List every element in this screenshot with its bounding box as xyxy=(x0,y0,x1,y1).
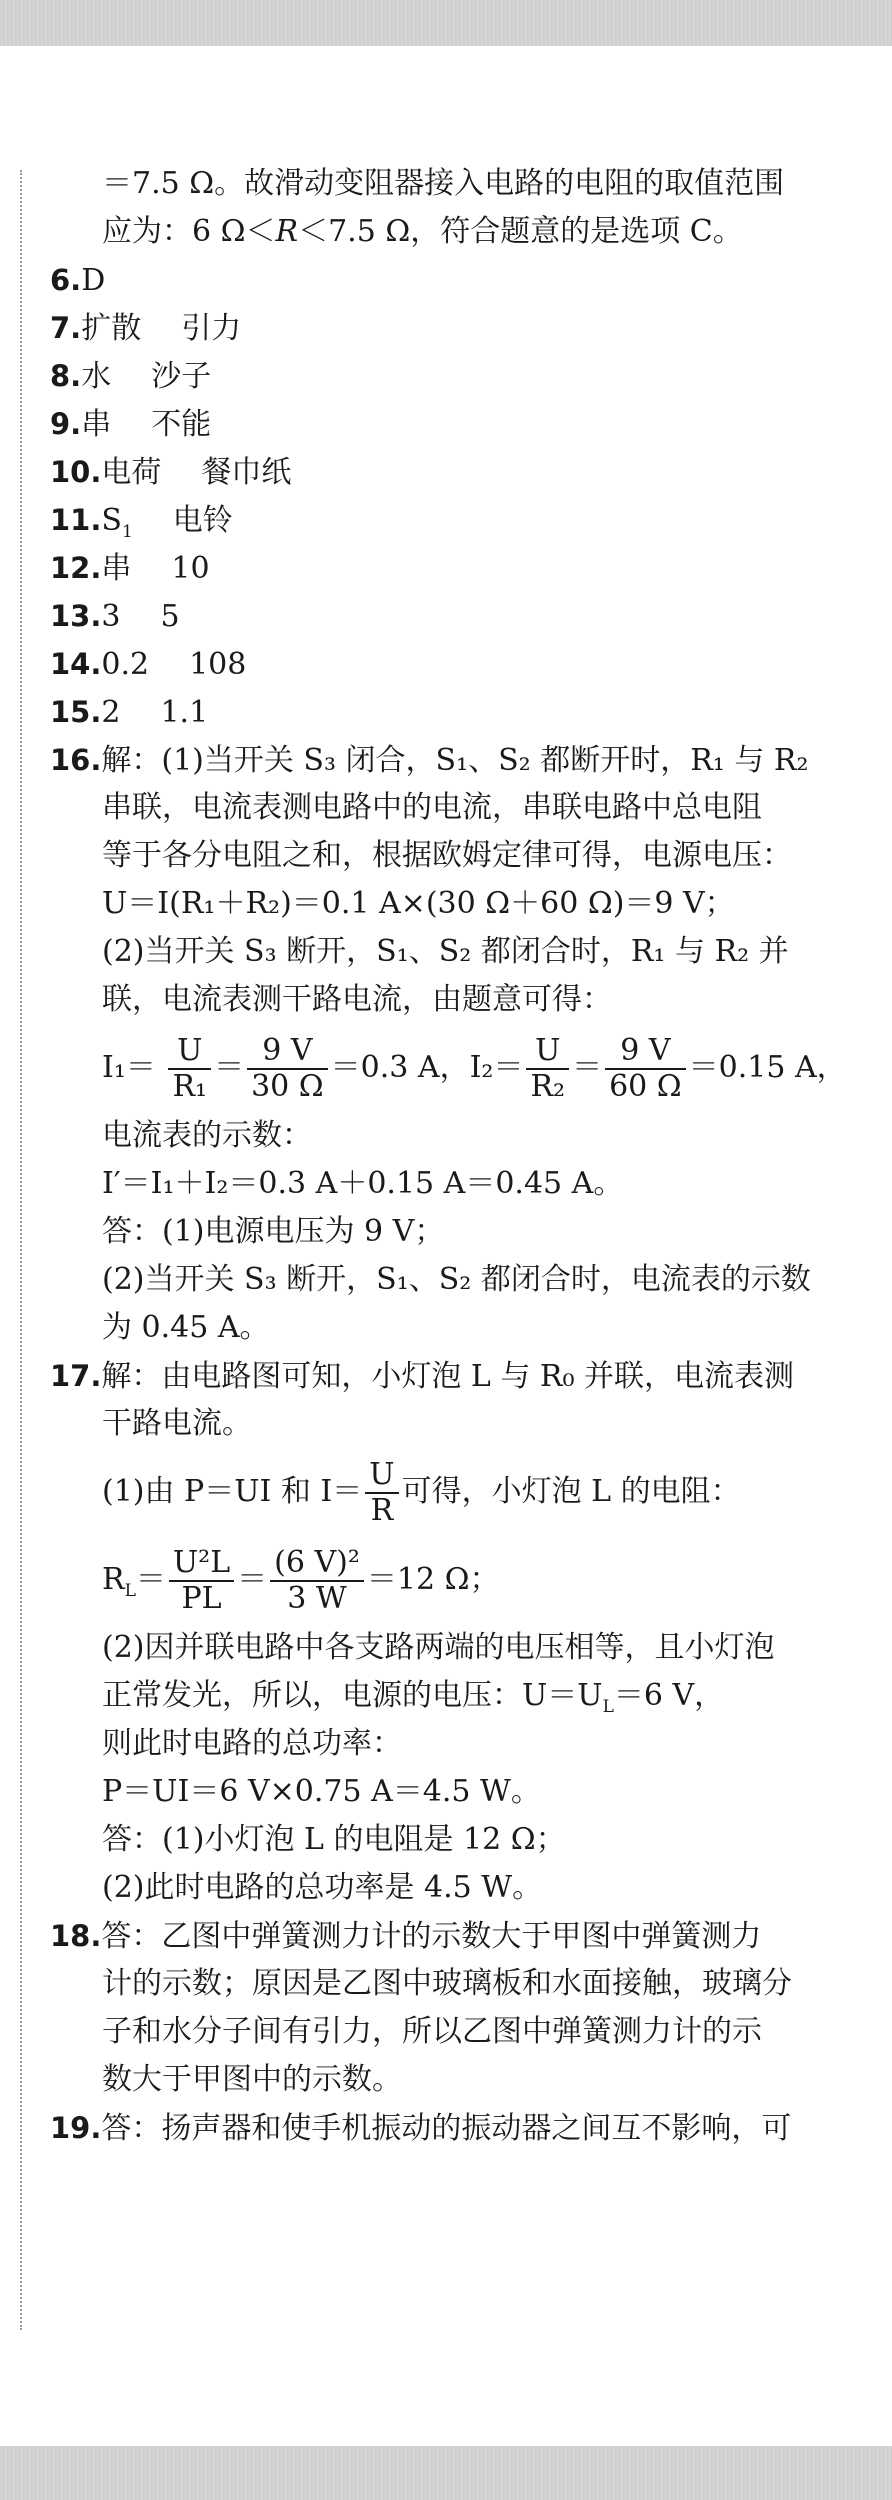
text: 为 0.45 A。 xyxy=(102,1310,270,1345)
text: 子和水分子间有引力，所以乙图中弹簧测力计的示 xyxy=(102,2014,762,2049)
numerator: U xyxy=(365,1458,398,1494)
numerator: U²L xyxy=(169,1546,234,1582)
text: ＝7.5 Ω。故滑动变阻器接入电路的电阻的取值范围 xyxy=(102,166,785,201)
answer: 串 xyxy=(101,551,132,586)
answer: 电铃 xyxy=(172,503,233,538)
numerator: 9 V xyxy=(605,1034,686,1070)
answer-11 xyxy=(50,496,850,544)
answer-17 xyxy=(50,1352,850,1400)
answer-13 xyxy=(50,592,850,640)
denominator: 60 Ω xyxy=(609,1069,682,1104)
question-number: 7. xyxy=(50,311,82,345)
equation xyxy=(50,1024,850,1112)
text-line xyxy=(50,160,850,208)
margin-dotted-line xyxy=(20,170,22,2330)
answer-10 xyxy=(50,448,850,496)
text: 数大于甲图中的示数。 xyxy=(102,2062,402,2097)
text: 计的示数；原因是乙图中玻璃板和水面接触，玻璃分 xyxy=(102,1966,792,2001)
text-line xyxy=(50,2056,850,2104)
bottom-scan-border xyxy=(0,2446,892,2500)
answer-15 xyxy=(50,688,850,736)
text: ＝ xyxy=(237,1562,268,1597)
text: ＝0.15 A， xyxy=(688,1050,847,1085)
fraction xyxy=(168,1034,211,1104)
subscript: 1 xyxy=(121,522,133,542)
symbol: R xyxy=(275,214,299,249)
question-number: 18. xyxy=(50,1919,102,1953)
question-number: 17. xyxy=(50,1359,102,1393)
text-line xyxy=(50,976,850,1024)
text-line xyxy=(50,832,850,880)
answer: 5 xyxy=(160,599,180,634)
answer: 108 xyxy=(189,647,247,682)
text-line xyxy=(50,1816,850,1864)
answer: 餐巾纸 xyxy=(201,455,292,490)
answer-14 xyxy=(50,640,850,688)
subscript: L xyxy=(124,1581,136,1601)
question-number: 6. xyxy=(50,263,82,297)
question-number: 11. xyxy=(50,503,102,537)
text: 串联，电流表测电路中的电流，串联电路中总电阻 xyxy=(102,790,762,825)
text-line xyxy=(50,2008,850,2056)
text: (2)当开关 S₃ 断开，S₁、S₂ 都闭合时，R₁ 与 R₂ 并 xyxy=(102,934,789,969)
text: ＝ xyxy=(214,1050,245,1085)
answer: 扩散 xyxy=(81,311,142,346)
denominator: R xyxy=(370,1493,394,1528)
answer-16 xyxy=(50,736,850,784)
answer: 2 xyxy=(101,695,121,730)
answer-content xyxy=(50,160,850,2152)
text: 答：(1)电源电压为 9 V； xyxy=(102,1214,445,1249)
text: (1)由 P＝UI 和 I＝ xyxy=(102,1474,363,1509)
text: 解：(1)当开关 S₃ 闭合，S₁、S₂ 都断开时，R₁ 与 R₂ xyxy=(101,743,809,778)
answer: 沙子 xyxy=(151,359,212,394)
text: 正常发光，所以，电源的电压：U＝U xyxy=(102,1678,603,1713)
text-line xyxy=(50,1720,850,1768)
text-line xyxy=(50,784,850,832)
answer-8 xyxy=(50,352,850,400)
text: (2)因并联电路中各支路两端的电压相等，且小灯泡 xyxy=(102,1630,775,1665)
denominator: PL xyxy=(181,1581,222,1616)
denominator: R₂ xyxy=(530,1069,566,1104)
text: (2)当开关 S₃ 断开，S₁、S₂ 都闭合时，电流表的示数 xyxy=(102,1262,811,1297)
question-number: 9. xyxy=(50,407,82,441)
equation xyxy=(50,1448,850,1536)
text: ＜7.5 Ω，符合题意的是选项 C。 xyxy=(298,214,743,249)
text: ＝ xyxy=(572,1050,603,1085)
question-number: 13. xyxy=(50,599,102,633)
denominator: 3 W xyxy=(287,1581,347,1616)
answer: 0.2 xyxy=(101,647,150,682)
text-line xyxy=(50,1624,850,1672)
text: 应为：6 Ω＜ xyxy=(102,214,276,249)
fraction xyxy=(526,1034,569,1104)
text: P＝UI＝6 V×0.75 A＝4.5 W。 xyxy=(102,1774,541,1809)
text-line xyxy=(50,1304,850,1352)
text: I₁＝ xyxy=(102,1050,156,1085)
answer: 电荷 xyxy=(101,455,162,490)
equation xyxy=(50,880,850,928)
answer-12 xyxy=(50,544,850,592)
answer: 3 xyxy=(101,599,121,634)
text: (2)此时电路的总功率是 4.5 W。 xyxy=(102,1870,543,1905)
fraction xyxy=(365,1458,398,1528)
numerator: U xyxy=(526,1034,569,1070)
answer: S xyxy=(101,503,122,538)
text: 电流表的示数： xyxy=(102,1118,312,1153)
text-line xyxy=(50,1256,850,1304)
text: 可得，小灯泡 L 的电阻： xyxy=(401,1474,741,1509)
text-line xyxy=(50,1112,850,1160)
fraction xyxy=(247,1034,328,1104)
text: ＝12 Ω； xyxy=(366,1562,500,1597)
text: 联，电流表测干路电流，由题意可得： xyxy=(102,982,612,1017)
text-line xyxy=(50,928,850,976)
answer: 水 xyxy=(81,359,112,394)
text: 解：由电路图可知，小灯泡 L 与 R₀ 并联，电流表测 xyxy=(101,1359,795,1394)
text: 则此时电路的总功率： xyxy=(102,1726,402,1761)
subscript: L xyxy=(602,1697,614,1717)
text-line xyxy=(50,208,850,256)
numerator: 9 V xyxy=(247,1034,328,1070)
text: U＝I(R₁＋R₂)＝0.1 A×(30 Ω＋60 Ω)＝9 V； xyxy=(102,886,735,921)
text-line xyxy=(50,1208,850,1256)
answer: 不能 xyxy=(151,407,212,442)
question-number: 14. xyxy=(50,647,102,681)
answer: 引力 xyxy=(181,311,242,346)
fraction xyxy=(270,1546,364,1616)
answer: D xyxy=(81,263,106,298)
text: R xyxy=(102,1562,125,1597)
equation xyxy=(50,1536,850,1624)
question-number: 8. xyxy=(50,359,82,393)
question-number: 15. xyxy=(50,695,102,729)
text: ＝0.3 A，I₂＝ xyxy=(330,1050,524,1085)
equation xyxy=(50,1160,850,1208)
numerator: (6 V)² xyxy=(270,1546,364,1582)
question-number: 10. xyxy=(50,455,102,489)
text-line xyxy=(50,1960,850,2008)
answer-7 xyxy=(50,304,850,352)
equation xyxy=(50,1768,850,1816)
text-line xyxy=(50,1672,850,1720)
answer: 1.1 xyxy=(160,695,209,730)
text: ＝ xyxy=(135,1562,166,1597)
text: I′＝I₁＋I₂＝0.3 A＋0.15 A＝0.45 A。 xyxy=(102,1166,624,1201)
text-line xyxy=(50,1400,850,1448)
question-number: 19. xyxy=(50,2111,102,2145)
fraction xyxy=(169,1546,234,1616)
answer-6 xyxy=(50,256,850,304)
question-number: 12. xyxy=(50,551,102,585)
fraction xyxy=(605,1034,686,1104)
answer: 串 xyxy=(81,407,112,442)
answer-9 xyxy=(50,400,850,448)
question-number: 16. xyxy=(50,743,102,777)
text: ＝6 V， xyxy=(613,1678,725,1713)
text: 干路电流。 xyxy=(102,1406,252,1441)
text: 等于各分电阻之和，根据欧姆定律可得，电源电压： xyxy=(102,838,792,873)
denominator: 30 Ω xyxy=(251,1069,324,1104)
answer: 10 xyxy=(171,551,210,586)
answer-19 xyxy=(50,2104,850,2152)
text: 答：乙图中弹簧测力计的示数大于甲图中弹簧测力 xyxy=(101,1919,762,1954)
text: 答：扬声器和使手机振动的振动器之间互不影响，可 xyxy=(101,2111,792,2146)
numerator: U xyxy=(168,1034,211,1070)
text-line xyxy=(50,1864,850,1912)
denominator: R₁ xyxy=(172,1069,208,1104)
answer-18 xyxy=(50,1912,850,1960)
text: 答：(1)小灯泡 L 的电阻是 12 Ω； xyxy=(102,1822,566,1857)
top-scan-border xyxy=(0,0,892,46)
